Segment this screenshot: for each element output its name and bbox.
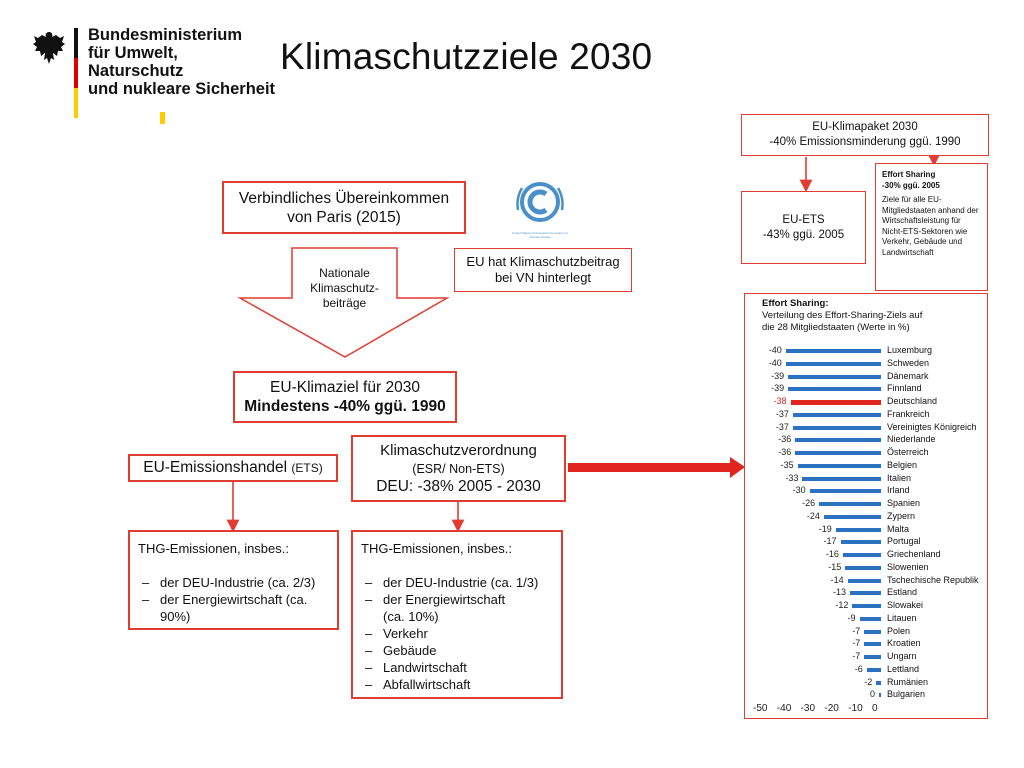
ets-box-suffix: (ETS): [291, 461, 323, 475]
eu-vn-line-2: bei VN hinterlegt: [494, 270, 592, 285]
chart-x-tick-label: -50: [753, 703, 768, 714]
eu-vn-line-1: EU hat Klimaschutzbeitrag: [466, 254, 620, 269]
chart-value-label: -17: [823, 536, 837, 547]
chart-value-label: -39: [771, 383, 785, 394]
chart-category-label: Griechenland: [887, 549, 941, 559]
chart-value-label: -13: [833, 587, 847, 598]
chart-category-label: Rumänien: [887, 676, 929, 687]
klimapaket-line-1: EU-Klimapaket 2030: [812, 121, 918, 133]
chart-category-label: Irland: [887, 485, 910, 496]
arrow-text-line-1: Nationale: [319, 266, 370, 280]
chart-bar: [879, 693, 881, 697]
chart-bar: [848, 579, 881, 583]
chart-value-label: -14: [830, 574, 844, 585]
chart-category-label: Niederlande: [887, 434, 936, 445]
chart-bar: [876, 681, 881, 685]
chart-value-label: -33: [785, 472, 799, 483]
chart-category-label: Tschechische Republik: [887, 574, 979, 585]
chart-bar: [843, 553, 881, 557]
chart-x-tick-label: -20: [824, 703, 839, 714]
chart-category-label: Italien: [887, 472, 912, 483]
chart-bar: [824, 515, 881, 519]
chart-bar: [864, 642, 881, 646]
list-item: – Gebäude: [361, 642, 553, 659]
eu-ets-right-line-1: EU-ETS: [782, 213, 825, 226]
chart-value-label: -7: [852, 638, 861, 649]
chart-category-label: Ungarn: [887, 651, 917, 661]
chart-bar: [850, 591, 881, 595]
chart-category-label: Dänemark: [887, 370, 929, 381]
chart-bar: [836, 528, 881, 532]
eu-klimaziel-line-2: Mindestens -40% ggü. 1990: [244, 398, 446, 415]
list-item: – der Energiewirtschaft (ca. 90%): [138, 591, 329, 625]
chart-bar: [793, 413, 881, 417]
chart-value-label: -30: [792, 485, 806, 496]
chart-bar: [841, 540, 881, 544]
list-item: – der Energiewirtschaft (ca. 10%): [361, 591, 553, 625]
chart-category-label: Zypern: [887, 510, 916, 521]
chart-category-label: Belgien: [887, 459, 918, 470]
chart-value-label: -12: [835, 600, 849, 610]
arrow-text-line-3: beiträge: [322, 296, 367, 310]
list-item: – Landwirtschaft: [361, 659, 553, 676]
list-item: – der DEU-Industrie (ca. 2/3): [138, 574, 329, 591]
chart-value-label: -15: [828, 561, 842, 572]
ksv-line-2: (ESR/ Non-ETS): [412, 461, 505, 476]
chart-bar: [793, 426, 881, 430]
chart-bar: [864, 655, 881, 659]
chart-category-label: Schweden: [887, 357, 930, 368]
klimapaket-line-2: -40% Emissionsminderung ggü. 1990: [769, 136, 961, 148]
chart-bar: [788, 387, 881, 391]
chart-value-label: -40: [768, 345, 782, 355]
chart-x-tick-label: -40: [776, 703, 792, 714]
effort-chart-title: Effort Sharing:: [762, 298, 829, 309]
chart-bar: [786, 362, 881, 366]
chart-bar: [867, 668, 881, 672]
chart-value-label: -7: [852, 625, 861, 636]
paris-line-1: Verbindliches Übereinkommen: [238, 189, 450, 207]
chart-value-label: -37: [775, 408, 789, 419]
chart-bar: [798, 464, 881, 468]
chart-value-label: -9: [847, 612, 856, 623]
chart-category-label: Spanien: [887, 498, 921, 508]
chart-category-label: Finnland: [887, 383, 922, 394]
chart-category-label: Lettland: [887, 663, 920, 674]
chart-bar: [860, 617, 881, 621]
chart-category-label: Slowenien: [887, 561, 929, 572]
ksv-line-1: Klimaschutzverordnung: [380, 441, 537, 459]
chart-bar: [864, 630, 881, 634]
chart-value-label: -38: [773, 396, 787, 406]
chart-value-label: -40: [768, 357, 782, 368]
ministry-line-3: und nukleare Sicherheit: [88, 80, 276, 98]
chart-category-label: Portugal: [887, 536, 921, 547]
unfccc-caption: United Nations Framework Convention on Climate Change: [512, 231, 568, 239]
ministry-line-1: Bundesministerium: [88, 26, 243, 44]
ets-box-main: EU-Emissionshandel: [143, 459, 288, 476]
chart-category-label: Vereinigtes Königreich: [887, 421, 977, 432]
eu-klimaziel-line-1: EU-Klimaziel für 2030: [270, 379, 420, 396]
chart-category-label: Polen: [887, 625, 911, 636]
chart-value-label: -36: [778, 434, 792, 445]
chart-bar: [802, 477, 881, 481]
chart-value-label: -36: [778, 447, 792, 457]
ksv-line-3: DEU: -38% 2005 - 2030: [376, 477, 541, 495]
chart-x-tick-label: 0: [872, 703, 878, 714]
chart-bar: [819, 502, 881, 506]
chart-value-label: -39: [771, 370, 785, 381]
effort-small-title: Effort Sharing: [882, 170, 936, 179]
chart-value-label: -35: [780, 459, 794, 470]
list-item: – Abfallwirtschaft: [361, 676, 553, 693]
effort-small-body: Ziele für alle EU-Mitgliedstaaten anhand der Wirtschaftsleistung für Nicht-ETS-Sektoren wie Verkehr, Gebäude und Landwirtschaft: [882, 195, 979, 257]
chart-value-label: -26: [802, 498, 816, 508]
chart-category-label: Litauen: [887, 612, 917, 623]
thg-left-heading: THG-Emissionen, insbes.:: [138, 541, 289, 556]
chart-bar: [852, 604, 881, 608]
chart-value-label: -7: [852, 651, 861, 661]
arrow-text-line-2: Klimaschutz-: [310, 281, 379, 295]
effort-chart-line-2: die 28 Mitgliedstaaten (Werte in %): [762, 322, 910, 333]
chart-category-label: Estland: [887, 587, 918, 598]
effort-small-subtitle: -30% ggü. 2005: [882, 180, 940, 190]
chart-category-label: Deutschland: [887, 396, 938, 406]
chart-x-tick-label: -30: [800, 703, 816, 714]
chart-category-label: Österreich: [887, 447, 929, 457]
chart-bar: [795, 438, 881, 442]
chart-category-label: Kroatien: [887, 638, 921, 649]
chart-category-label: Slowakei: [887, 600, 924, 610]
chart-category-label: Luxemburg: [887, 345, 933, 355]
chart-x-tick-label: -10: [848, 703, 863, 714]
chart-bar: [786, 349, 881, 353]
chart-value-label: -37: [775, 421, 789, 432]
chart-bar: [845, 566, 881, 570]
ministry-line-2: für Umwelt, Naturschutz: [88, 44, 184, 80]
effort-chart-line-1: Verteilung des Effort-Sharing-Ziels auf: [762, 310, 923, 321]
list-item: – Verkehr: [361, 625, 553, 642]
chart-value-label: -19: [818, 523, 832, 534]
chart-category-label: Frankreich: [887, 408, 930, 419]
chart-value-label: -2: [864, 676, 873, 687]
chart-bar: [788, 375, 881, 379]
paris-line-2: von Paris (2015): [287, 208, 401, 226]
eu-ets-right-line-2: -43% ggü. 2005: [762, 228, 845, 241]
page-title: Klimaschutzziele 2030: [280, 36, 653, 77]
chart-value-label: -6: [854, 663, 863, 674]
list-item: – der DEU-Industrie (ca. 1/3): [361, 574, 553, 591]
chart-bar: [810, 489, 881, 493]
thg-right-heading: THG-Emissionen, insbes.:: [361, 541, 512, 556]
chart-category-label: Malta: [887, 523, 910, 534]
chart-category-label: Bulgarien: [887, 689, 926, 700]
chart-value-label: -16: [825, 549, 839, 559]
chart-value-label: 0: [869, 689, 875, 700]
chart-bar: [795, 451, 881, 455]
chart-bar: [791, 400, 881, 405]
chart-value-label: -24: [806, 510, 820, 521]
